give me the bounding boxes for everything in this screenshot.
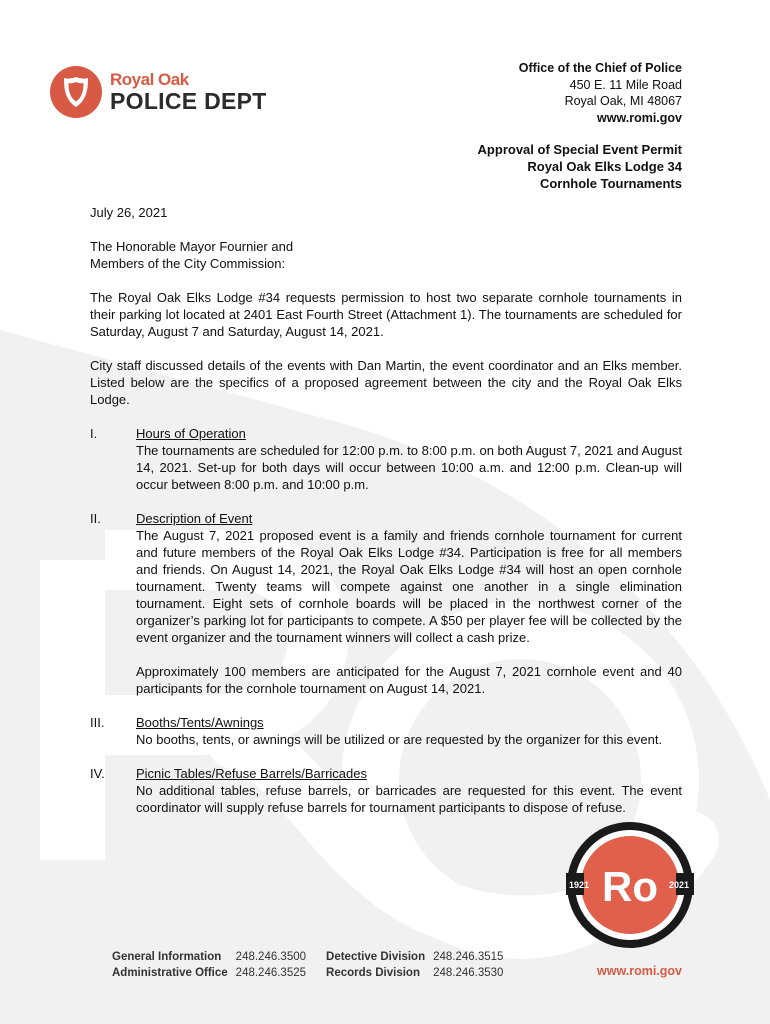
section-heading: Picnic Tables/Refuse Barrels/Barricades — [136, 766, 367, 781]
badge-mark: Ro — [602, 863, 658, 910]
section-numeral: IV. — [90, 766, 105, 781]
police-logo — [50, 66, 267, 118]
section-numeral: III. — [90, 715, 105, 730]
section-text: No booths, tents, or awnings will be utilized or are requested by the organizer for this event. — [136, 732, 663, 747]
section-hours — [90, 425, 682, 493]
title-line-2: Royal Oak Elks Lodge 34 — [527, 159, 682, 174]
footer-records-label: Records Division — [326, 967, 420, 979]
paragraph-2: City staff discussed details of the events with Dan Martin, the event coordinator and an Elks member. Listed below are the specifics of a proposed agreement between the city and the Royal Oak Elks Lodge. — [90, 358, 682, 407]
footer-general-phone: 248.246.3500 — [235, 951, 307, 963]
footer-detective-label: Detective Division — [326, 951, 426, 963]
section-text: No additional tables, refuse barrels, or barricades are requested for this event. The event coordinator will supply refuse barrels for tournament participants to dispose of refuse. — [136, 783, 682, 815]
badge-year-left: 1921 — [569, 880, 590, 890]
logo-line-2: POLICE DEPT — [110, 88, 267, 114]
salutation-line-1: The Honorable Mayor Fournier and — [90, 239, 294, 254]
document-title — [478, 141, 682, 192]
footer-admin-label: Administrative Office — [112, 967, 228, 979]
title-line-1: Approval of Special Event Permit — [477, 142, 682, 157]
badge-year-right: 2021 — [669, 880, 690, 890]
office-name: Office of the Chief of Police — [518, 61, 682, 75]
section-booths — [90, 714, 682, 748]
footer-detective-phone: 248.246.3515 — [433, 951, 504, 963]
footer-general-label: General Information — [112, 951, 222, 963]
office-address-line-2: Royal Oak, MI 48067 — [564, 94, 682, 108]
footer-website[interactable]: www.romi.gov — [597, 964, 682, 978]
paragraph-1: The Royal Oak Elks Lodge #34 requests permission to host two separate cornhole tournaments in their parking lot located at 2401 East Fourth Street (Attachment 1). The tournaments are scheduled for Saturday, August 7 and Saturday, August 14, 2021. — [90, 290, 682, 339]
section-text: The tournaments are scheduled for 12:00 p.m. to 8:00 p.m. on both August 7, 2021 and August 14, 2021. Set-up for both days will occur between 10:00 a.m. and 12:00 p.m. Clean-up will occur between 8:00 p.m. and 10:00 p.m. — [136, 443, 682, 492]
footer-admin-phone: 248.246.3525 — [235, 967, 307, 979]
footer-contacts — [112, 949, 503, 981]
section-tables — [90, 765, 682, 816]
section-text-2: Approximately 100 members are anticipated for the August 7, 2021 cornhole event and 40 participants for the cornhole tournament on August 14, 2021. — [136, 664, 682, 696]
section-description — [90, 510, 682, 697]
section-heading: Hours of Operation — [136, 426, 246, 441]
section-text: The August 7, 2021 proposed event is a family and friends cornhole tournament for current and future members of the Royal Oak Elks Lodge #34. Participation is free for all members and friends. On August 14, 2021, the Royal Oak Elks Lodge #34 will host an open cornhole tournament. Twenty teams will compete against one another in a single elimination tournament. Eight sets of cornhole boards will be placed in the northwest corner of the organizer’s parking lot for participants to compete. A $50 per player fee will be collected by the event organizer and the tournament winners will collect a cash prize. — [136, 528, 682, 645]
logo-line-1: Royal Oak — [110, 70, 189, 89]
section-numeral: II. — [90, 511, 101, 526]
salutation-line-2: Members of the City Commission: — [90, 256, 286, 271]
office-website[interactable]: www.romi.gov — [597, 110, 682, 125]
letter-body — [90, 204, 682, 816]
section-numeral: I. — [90, 426, 98, 441]
footer-records-phone: 248.246.3530 — [433, 967, 504, 979]
office-address — [519, 60, 682, 126]
section-heading: Description of Event — [136, 511, 253, 526]
office-address-line-1: 450 E. 11 Mile Road — [569, 77, 682, 92]
title-line-3: Cornhole Tournaments — [539, 176, 682, 191]
section-heading: Booths/Tents/Awnings — [136, 715, 264, 730]
letter-date: July 26, 2021 — [90, 205, 168, 220]
centennial-badge — [566, 821, 694, 949]
police-badge-icon — [50, 66, 102, 118]
